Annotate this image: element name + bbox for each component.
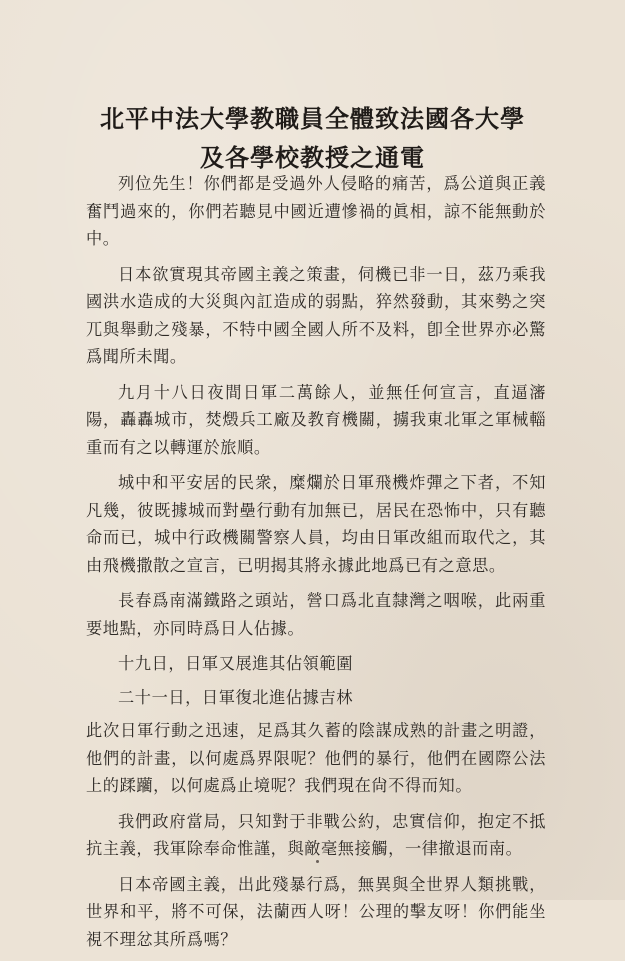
paragraph-1: 列位先生！你們都是受過外人侵略的痛苦，爲公道與正義奮鬥過來的，你們若聽見中國近遭慘禍的眞相，諒不能無動於中。 [86,174,546,248]
paragraph-10: 日本帝國主義，出此殘暴行爲，無異與全世界人類挑戰，世界和平，將不可保，法蘭西人呀！公理的擊友呀！你們能坐視不理忿其所爲嗎？ [86,874,546,949]
document-title-line-1: 北平中法大學教職員全體致法國各大學 [100,104,525,133]
paragraph-9: 我們政府當局，只知對于非戰公約，忠實信仰，抱定不抵抗主義，我軍除奉命惟謹，與敵毫無接觸，一律撤退而南。 [86,811,546,858]
document-body [86,170,546,961]
paragraph-5: 長春爲南滿鐵路之頭站，營口爲北直隸灣之咽喉，此兩重要地點，亦同時爲日人佔據。 [86,591,546,638]
paragraph-6: 十九日，日軍又展進其佔領範圍 [118,654,354,673]
document-title-line-2: 及各學校教授之通電 [200,143,425,172]
paragraph-8: 此次日軍行動之迅速，足爲其久蓄的陰謀成熟的計畫之明證，他們的計畫，以何處爲界限呢？他們的暴行，他們在國際公法上的蹂躪，以何處爲止境呢？我們現在尙不得而知。 [86,721,546,795]
paper-speck [316,860,319,863]
paragraph-2: 日本欲實現其帝國主義之策畫，伺機已非一日，茲乃乘我國洪水造成的大災與內訌造成的弱點，猝然發動，其來勢之突兀與舉動之殘暴，不特中國全國人所不及料，卽全世界亦必驚爲聞所未聞。 [86,264,546,366]
paragraph-7: 二十一日，日軍復北進佔據吉林 [118,687,354,707]
paragraph-4: 城中和平安居的民衆，糜爛於日軍飛機炸彈之下者，不知凡幾，彼既據城而對壘行動有加無已，居民在恐怖中，只有聽命而已，城中行政機關警察人員，均由日軍改組而取代之，其由飛機撒散之宣言，已明揭其將永據此地爲已有之意思。 [86,473,546,575]
paragraph-3: 九月十八日夜間日軍二萬餘人，並無任何宣言，直逼瀋陽，轟轟城市，焚燬兵工廠及教育機關，擄我東北軍之軍械輜重而有之以轉運於旅順。 [86,382,546,457]
